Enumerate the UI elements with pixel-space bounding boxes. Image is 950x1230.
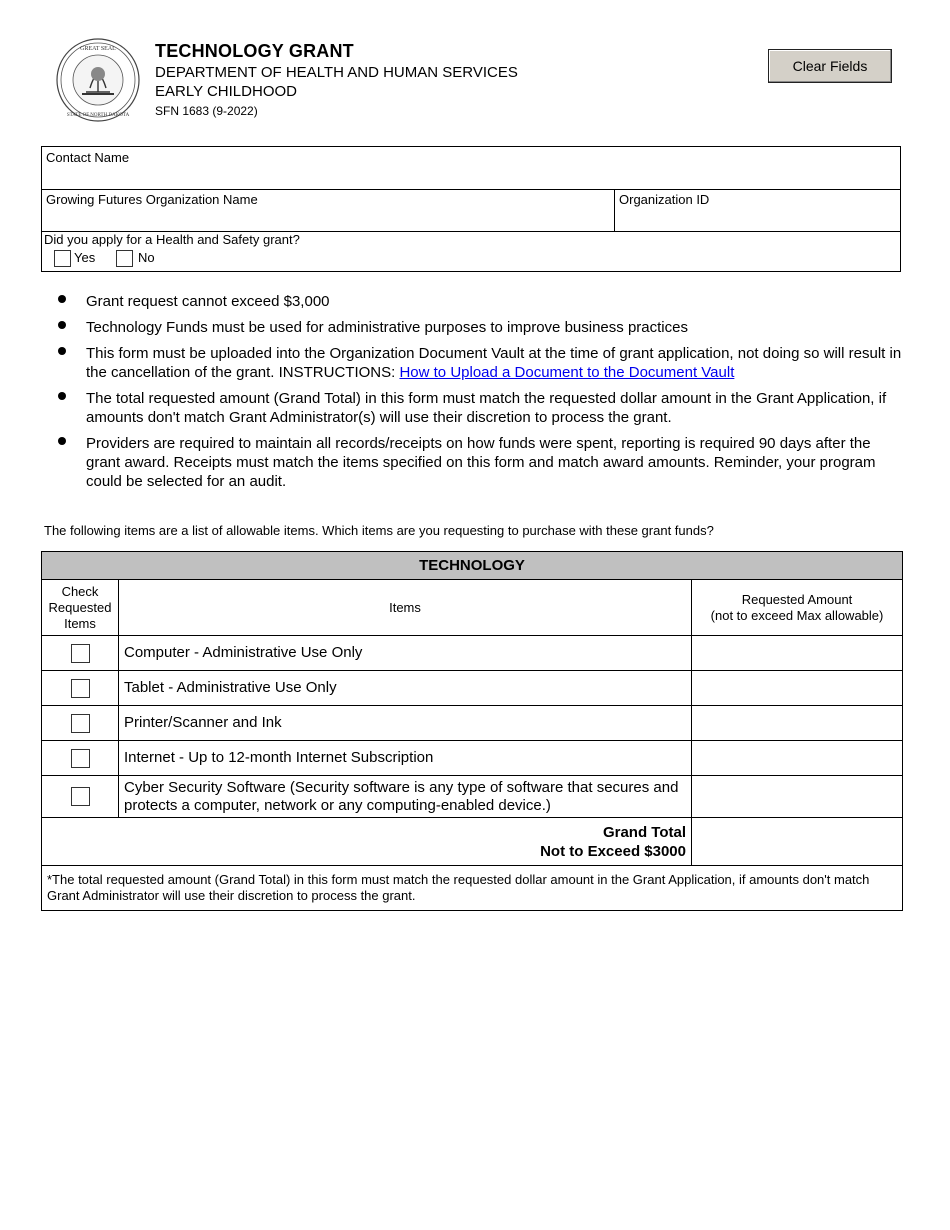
bullet-text: The total requested amount (Grand Total) in this form must match the requested dollar amount in the Grant Application, if amounts don't match Grant Administrator(s) will use their discretion to process the grant. [86,390,887,426]
document-vault-link[interactable]: How to Upload a Document to the Document Vault [399,364,735,381]
item-label: Cyber Security Software (Security software is any type of software that secures and protects a computer, network or any computing-enabled device.) [119,776,692,818]
column-header-amount [692,580,903,636]
amount-input[interactable] [692,679,902,695]
contact-info-box [41,146,901,272]
amount-input[interactable] [692,788,902,804]
amount-cell [692,776,903,818]
no-label: No [138,250,155,265]
list-item [56,434,906,491]
item-label: Computer - Administrative Use Only [119,636,692,671]
health-safety-question: Did you apply for a Health and Safety grant? [44,232,300,247]
division-name: EARLY CHILDHOOD [155,83,297,100]
amount-input[interactable] [692,749,902,765]
org-name-label: Growing Futures Organization Name [46,192,258,207]
grand-total-line1: Grand Total [602,823,686,841]
list-item [56,344,906,382]
svg-text:GREAT SEAL: GREAT SEAL [80,46,116,52]
column-header-check: Check Requested Items [42,580,119,636]
no-checkbox[interactable] [116,250,133,267]
check-cell [42,741,119,776]
item-label: Internet - Up to 12-month Internet Subscription [119,741,692,776]
grand-total-cell [692,818,903,866]
grand-total-label [42,818,692,866]
list-item [56,318,906,337]
check-cell [42,776,119,818]
contact-name-label: Contact Name [46,150,130,165]
contact-name-input[interactable] [46,167,898,187]
allowable-items-intro: The following items are a list of allowable items. Which items are you requesting to purchase with these grant funds? [44,523,714,538]
grand-total-row [42,818,903,866]
item-checkbox[interactable] [71,787,90,806]
item-checkbox[interactable] [71,644,90,663]
check-cell [42,636,119,671]
column-header-items: Items [119,580,692,636]
grand-total-footnote: *The total requested amount (Grand Total) in this form must match the requested dollar amount in the Grant Application, if amounts don't match Grant Administrator will use their discretion to process the grant. [42,866,903,911]
check-cell [42,671,119,706]
organization-row [42,189,900,232]
health-safety-row [42,231,900,271]
amount-cell [692,706,903,741]
table-row [42,706,903,741]
table-row [42,636,903,671]
amount-input[interactable] [692,714,902,730]
list-item [56,292,906,311]
table-title: TECHNOLOGY [42,552,903,580]
table-row [42,741,903,776]
clear-fields-button[interactable]: Clear Fields [768,49,892,83]
amount-input[interactable] [692,644,902,660]
contact-name-row [42,147,900,190]
technology-table [41,551,903,911]
item-label: Printer/Scanner and Ink [119,706,692,741]
amount-cell [692,636,903,671]
grand-total-line2: Not to Exceed $3000 [540,842,686,860]
bullet-text: This form must be uploaded into the Organization Document Vault at the time of grant application, not doing so will result in the cancellation of the grant. INSTRUCTIONS: [86,345,902,381]
check-cell [42,706,119,741]
form-number: SFN 1683 (9-2022) [155,104,258,118]
grand-total-input[interactable] [692,833,902,849]
amount-header-line1: Requested Amount [741,591,853,607]
yes-label: Yes [74,250,96,265]
table-row [42,671,903,706]
instructions-list [56,292,906,498]
item-label: Tablet - Administrative Use Only [119,671,692,706]
amount-cell [692,741,903,776]
divider [614,189,615,231]
item-checkbox[interactable] [71,679,90,698]
list-item [56,389,906,427]
amount-header-line2: (not to exceed Max allowable) [710,607,884,623]
form-title: TECHNOLOGY GRANT [155,41,354,61]
amount-cell [692,671,903,706]
org-name-input[interactable] [46,209,612,229]
bullet-text: Grant request cannot exceed $3,000 [86,293,330,310]
org-id-input[interactable] [619,209,899,229]
svg-text:STATE OF NORTH DAKOTA: STATE OF NORTH DAKOTA [66,113,130,118]
bullet-text: Technology Funds must be used for administrative purposes to improve business practices [86,319,688,336]
table-row [42,776,903,818]
state-seal-logo [56,38,140,122]
bullet-text: Providers are required to maintain all records/receipts on how funds were spent, reporting is required 90 days after the grant award. Receipts must match the items specified on this form and match award amounts. Reminder, your program could be selected for an audit. [86,435,876,490]
yes-checkbox[interactable] [54,250,71,267]
org-id-label: Organization ID [619,192,710,207]
item-checkbox[interactable] [71,749,90,768]
department-name: DEPARTMENT OF HEALTH AND HUMAN SERVICES [155,64,518,81]
item-checkbox[interactable] [71,714,90,733]
